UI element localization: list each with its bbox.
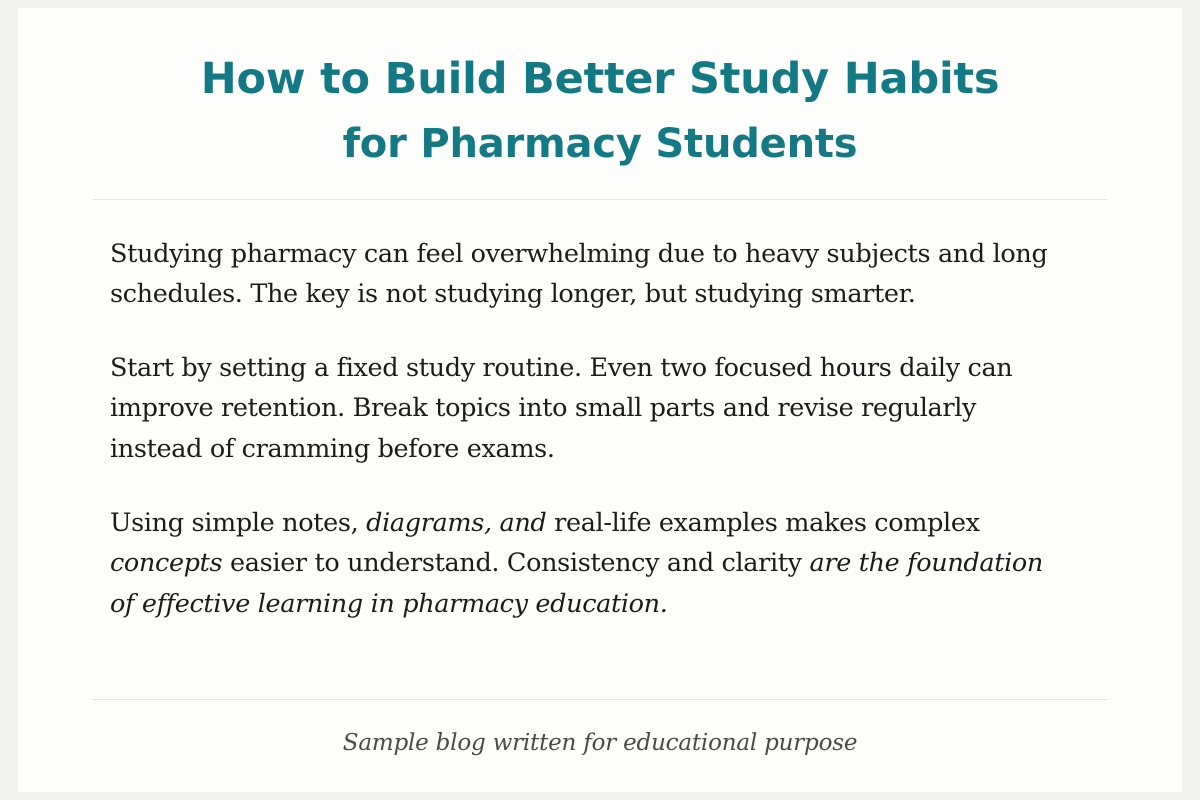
paragraph-2: [110, 348, 1060, 469]
paragraph-3-run-4: concepts: [110, 548, 223, 579]
footer: [18, 699, 1182, 756]
paragraph-3: [110, 503, 1060, 624]
paragraph-1-text: Studying pharmacy can feel overwhelming due to heavy subjects and long schedules. The key is not studying longer, but studying smarter.: [110, 238, 1048, 309]
paragraph-3-run-1: Using simple notes,: [110, 508, 367, 539]
footer-note: Sample blog written for educational purpose: [342, 730, 858, 756]
page-title: [18, 8, 1182, 175]
paragraph-3-run-6: are the foundation of effective learning in pharmacy education.: [110, 548, 1043, 619]
paragraph-3-run-3: real-life examples makes complex: [554, 508, 980, 539]
paragraph-3-run-2: diagrams, and: [366, 508, 555, 539]
paragraph-1: [110, 234, 1060, 315]
paragraph-3-run-5: easier to understand. Consistency and clarity: [222, 548, 810, 579]
document-page: [18, 8, 1182, 792]
title-line-1: How to Build Better Study Habits: [200, 54, 1000, 104]
paragraph-2-text: Start by setting a fixed study routine. Even two focused hours daily can improve retention. Break topics into small parts and revise regularly instead of cramming before exams.: [110, 353, 1013, 464]
title-line-2: for Pharmacy Students: [342, 120, 858, 167]
body-content: [18, 200, 1182, 624]
